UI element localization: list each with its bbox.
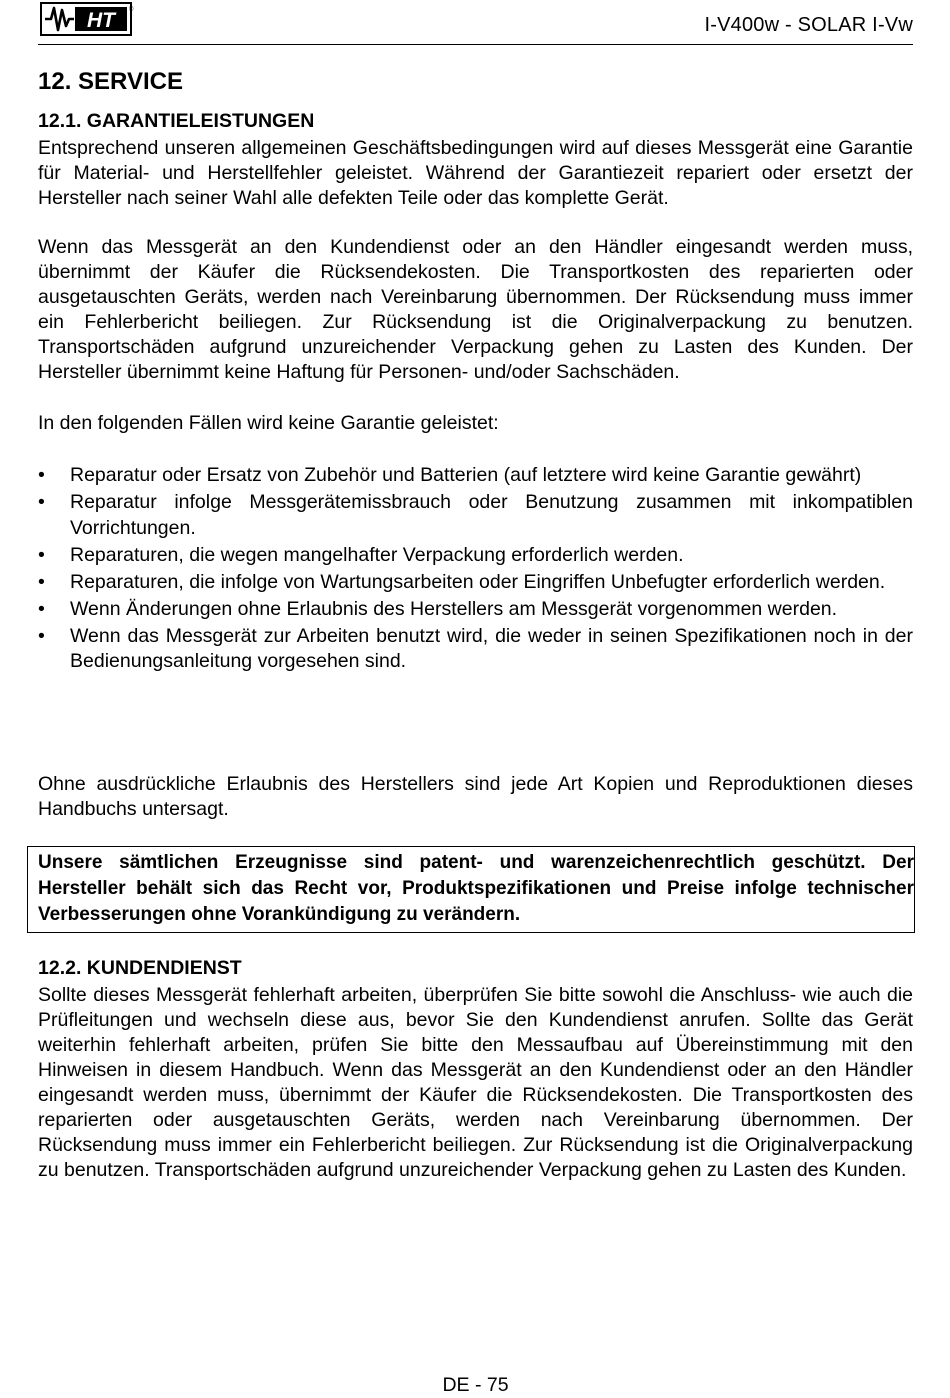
- customer-service-heading: 12.2. KUNDENDIENST: [38, 957, 242, 979]
- list-item: • Reparaturen, die infolge von Wartungsarbeiten oder Eingriffen Unbefugter erforderlich werden.: [38, 570, 913, 596]
- section-title: 12. SERVICE: [38, 68, 183, 95]
- list-item: • Wenn Änderungen ohne Erlaubnis des Herstellers am Messgerät vorgenommen werden.: [38, 597, 913, 623]
- document-title: I-V400w - SOLAR I-Vw: [704, 14, 913, 36]
- warranty-paragraph-2: Wenn das Messgerät an den Kundendienst oder an den Händler eingesandt werden muss, übernimmt der Käufer die Rücksendekosten. Die Transportkosten des reparierten oder ausgetauschten Geräts, werden nach Vereinbarung übernommen. Der Rücksendung muss immer ein Fehlerbericht beiliegen. Zur Rücksendung ist die Originalverpackung zu benutzen. Transportschäden aufgrund unzureichender Verpackung gehen zu Lasten des Kunden. Der Hersteller übernimmt keine Haftung für Personen- und/oder Sachschäden.: [38, 236, 913, 383]
- copyright-paragraph: Ohne ausdrückliche Erlaubnis des Herstellers sind jede Art Kopien und Reproduktionen dieses Handbuchs untersagt.: [38, 773, 913, 820]
- page-header: [38, 0, 913, 45]
- list-item: • Wenn das Messgerät zur Arbeiten benutzt wird, die weder in seinen Spezifikationen noch in der Bedienungsanleitung vorgesehen sind.: [38, 624, 913, 675]
- trademark-notice-box: Unsere sämtlichen Erzeugnisse sind patent- und warenzeichenrechtlich geschützt. Der Hersteller behält sich das Recht vor, Produktspezifikationen und Preise infolge technischer Verbesserungen ohne Vorankündigung zu verändern.: [27, 846, 915, 933]
- warranty-paragraph-1: Entsprechend unseren allgemeinen Geschäftsbedingungen wird auf dieses Messgerät eine Garantie für Material- und Herstellfehler geleistet. Während der Garantiezeit repariert oder ersetzt der Hersteller nach seiner Wahl alle defekten Teile oder das komplette Gerät.: [38, 137, 913, 209]
- list-item: • Reparaturen, die wegen mangelhafter Verpackung erforderlich werden.: [38, 543, 913, 569]
- warranty-exclusions-list: [38, 463, 913, 676]
- svg-text:®: ®: [129, 7, 134, 13]
- ht-logo: [40, 2, 132, 36]
- list-item: • Reparatur infolge Messgerätemissbrauch oder Benutzung zusammen mit inkompatiblen Vorrichtungen.: [38, 490, 913, 541]
- svg-text:HT: HT: [87, 9, 115, 32]
- warranty-heading: 12.1. GARANTIELEISTUNGEN: [38, 110, 315, 132]
- page-number: DE - 75: [442, 1374, 509, 1396]
- warranty-paragraph-3: In den folgenden Fällen wird keine Garantie geleistet:: [38, 412, 499, 434]
- customer-service-paragraph: Sollte dieses Messgerät fehlerhaft arbeiten, überprüfen Sie bitte sowohl die Anschluss- wie auch die Prüfleitungen und wechseln diese aus, bevor Sie den Kundendienst anrufen. Sollte das Gerät weiterhin fehlerhaft arbeiten, prüfen Sie bitte den Messaufbau auf Übereinstimmung mit den Hinweisen in diesem Handbuch. Wenn das Messgerät an den Kundendienst oder an den Händler eingesandt werden muss, übernimmt der Käufer die Rücksendekosten. Die Transportkosten des reparierten oder ausgetauschten Geräts, werden nach Vereinbarung übernommen. Der Rücksendung muss immer ein Fehlerbericht beiliegen. Zur Rücksendung ist die Originalverpackung zu benutzen. Transportschäden aufgrund unzureichender Verpackung gehen zu Lasten des Kunden.: [38, 984, 913, 1181]
- manual-page: [38, 0, 913, 1398]
- list-item: • Reparatur oder Ersatz von Zubehör und Batterien (auf letztere wird keine Garantie gewährt): [38, 463, 913, 489]
